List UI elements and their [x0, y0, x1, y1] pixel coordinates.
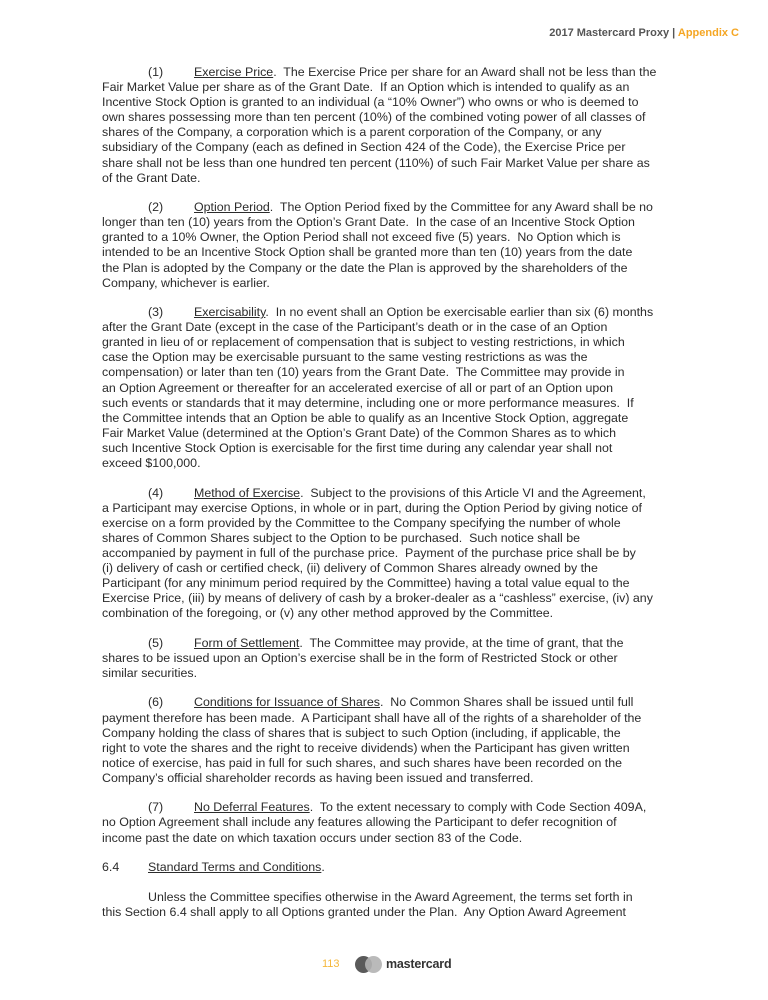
clause-paragraph: [102, 800, 722, 845]
mastercard-logo-icon: [355, 956, 383, 974]
section-title: Standard Terms and Conditions: [148, 860, 322, 875]
paragraph-line: Company’s official shareholder records as having been issued and transferred.: [102, 770, 534, 785]
page-footer: [0, 956, 768, 976]
paragraph-line: case the Option may be exercisable pursuant to the same vesting restrictions as was the: [102, 350, 588, 365]
clause-heading: Exercise Price: [194, 65, 274, 79]
paragraph-line: accompanied by payment in full of the purchase price. Payment of the purchase price shall be by: [102, 545, 636, 560]
paragraph-line: no Option Agreement shall include any features allowing the Participant to defer recognition of: [102, 815, 617, 830]
paragraph-line: (i) delivery of cash or certified check, (ii) delivery of Common Shares already owned by the: [102, 560, 598, 575]
paragraph-line: Unless the Committee specifies otherwise in the Award Agreement, the terms set forth in: [148, 889, 633, 904]
clause-number: (3): [148, 305, 164, 320]
page-header: [549, 27, 739, 39]
paragraph-line: Fair Market Value (determined at the Option’s Grant Date) of the Common Shares as to which: [102, 425, 616, 440]
clause-paragraph: [102, 486, 722, 622]
brand-wordmark: mastercard: [386, 957, 452, 971]
paragraph-line: Participant (for any minimum period required by the Committee) having a total value equal to the: [102, 576, 630, 591]
page-number: 113: [322, 958, 340, 970]
paragraph-line: income past the date on which taxation occurs under section 83 of the Code.: [102, 830, 523, 845]
paragraph-line: [102, 65, 722, 80]
line-text: . The Option Period fixed by the Committee for any Award shall be no: [269, 200, 653, 215]
clause-number: (7): [148, 800, 164, 815]
section-title-period: .: [321, 860, 325, 875]
paragraph-line: compensation) or later than ten (10) years from the Grant Date. The Committee may provide in: [102, 365, 625, 380]
paragraph-line: this Section 6.4 shall apply to all Options granted under the Plan. Any Option Award Agreement: [102, 904, 626, 919]
clause-paragraph: [102, 200, 722, 291]
clause-number: (5): [148, 635, 164, 650]
clause-number: (2): [148, 200, 164, 215]
paragraph-line: longer than ten (10) years from the Option’s Grant Date. In the case of an Incentive Stock Option: [102, 215, 635, 230]
section-heading: [102, 860, 722, 875]
clause-heading: Exercisability: [194, 305, 266, 320]
paragraph-line: an Option Agreement or thereafter for an accelerated exercise of all or part of an Option upon: [102, 380, 614, 395]
paragraph-line: exceed $100,000.: [102, 456, 201, 471]
paragraph-line: share shall not be less than one hundred ten percent (110%) of such Fair Market Value per share as: [102, 155, 650, 170]
paragraph-line: subsidiary of the Company (each as defined in Section 424 of the Code), the Exercise Price per: [102, 140, 626, 155]
paragraph-line: [102, 636, 722, 651]
paragraph-line: the Plan is adopted by the Company or the date the Plan is approved by the shareholders of the: [102, 260, 628, 275]
clause-heading: Option Period: [194, 200, 270, 215]
paragraph-line: Exercise Price, (iii) by means of delivery of cash by a broker-dealer as a “cashless” exercise, (iv) any: [102, 591, 653, 606]
clause-heading: No Deferral Features: [194, 800, 310, 815]
paragraph-line: intended to be an Incentive Stock Option shall be granted more than ten (10) years from the date: [102, 245, 633, 260]
line-text: . The Exercise Price per share for an Award shall not be less than the: [273, 65, 657, 79]
paragraph-line: of the Grant Date.: [102, 170, 201, 185]
paragraph-line: right to vote the shares and the right to receive dividends) when the Participant has given written: [102, 740, 630, 755]
paragraph-line: Company holding the class of shares that is subject to such Option (including, if applicable, the: [102, 725, 621, 740]
paragraph-line: granted in lieu of or replacement of compensation that is subject to vesting restrictions, in which: [102, 335, 625, 350]
section-paragraph: [102, 890, 722, 920]
paragraph-line: shares of the Company, a corporation which is a parent corporation of the Company, or any: [102, 125, 602, 140]
line-text: . In no event shall an Option be exercisable earlier than six (6) months: [265, 305, 654, 320]
clause-paragraph: [102, 65, 722, 186]
clause-heading: Form of Settlement: [194, 635, 300, 650]
line-text: . No Common Shares shall be issued until full: [379, 695, 634, 710]
paragraph-line: own shares possessing more than ten percent (10%) of the combined voting power of all classes of: [102, 110, 646, 125]
header-separator: |: [669, 27, 678, 39]
paragraph-line: similar securities.: [102, 665, 198, 680]
document-title: 2017 Mastercard Proxy: [549, 27, 670, 39]
paragraph-line: exercise on a form provided by the Committee to the Company specifying the number of whole: [102, 515, 621, 530]
paragraph-line: shares of Common Shares subject to the Option to be purchased. Such notice shall be: [102, 530, 581, 545]
section-number: 6.4: [102, 860, 120, 875]
paragraph-line: [102, 486, 722, 501]
appendix-label: Appendix C: [677, 27, 739, 39]
paragraph-line: [102, 695, 722, 710]
clause-number: (6): [148, 695, 164, 710]
clause-paragraph: [102, 305, 722, 471]
paragraph-line: after the Grant Date (except in the case of the Participant’s death or in the case of an Option: [102, 320, 608, 335]
paragraph-line: notice of exercise, has paid in full for such shares, and such shares have been recorded on the: [102, 755, 623, 770]
paragraph-line: [102, 200, 722, 215]
paragraph-line: [102, 305, 722, 320]
paragraph-line: Fair Market Value per share as of the Grant Date. If an Option which is intended to qualify as an: [102, 80, 630, 95]
paragraph-line: payment therefore has been made. A Participant shall have all of the rights of a shareholder of the: [102, 710, 642, 725]
line-text: . The Committee may provide, at the time of grant, that the: [299, 635, 624, 650]
clause-paragraph: [102, 695, 722, 786]
line-text: . To the extent necessary to comply with Code Section 409A,: [309, 800, 647, 815]
document-body: [102, 65, 722, 934]
paragraph-line: such events or standards that it may determine, including one or more performance measures. If: [102, 395, 634, 410]
clause-heading: Method of Exercise: [194, 485, 301, 500]
clause-paragraph: [102, 636, 722, 681]
paragraph-line: [102, 800, 722, 815]
paragraph-line: Company, whichever is earlier.: [102, 275, 270, 290]
line-text: . Subject to the provisions of this Article VI and the Agreement,: [300, 485, 646, 500]
logo-circle-right: [365, 956, 382, 973]
paragraph-line: Incentive Stock Option is granted to an individual (a “10% Owner”) who owns or who is deemed to: [102, 95, 639, 110]
clause-heading: Conditions for Issuance of Shares: [194, 695, 380, 710]
clause-number: (4): [148, 485, 164, 500]
paragraph-line: such Incentive Stock Option is exercisable for the first time during any calendar year shall not: [102, 440, 613, 455]
paragraph-line: granted to a 10% Owner, the Option Period shall not exceed five (5) years. No Option which is: [102, 230, 621, 245]
paragraph-line: the Committee intends that an Option be able to qualify as an Incentive Stock Option, aggregate: [102, 410, 629, 425]
paragraph-line: shares to be issued upon an Option’s exercise shall be in the form of Restricted Stock or other: [102, 650, 618, 665]
paragraph-line: a Participant may exercise Options, in whole or in part, during the Option Period by giving notice of: [102, 500, 642, 515]
paragraph-line: combination of the foregoing, or (v) any other method approved by the Committee.: [102, 606, 554, 621]
clause-number: (1): [148, 65, 164, 79]
